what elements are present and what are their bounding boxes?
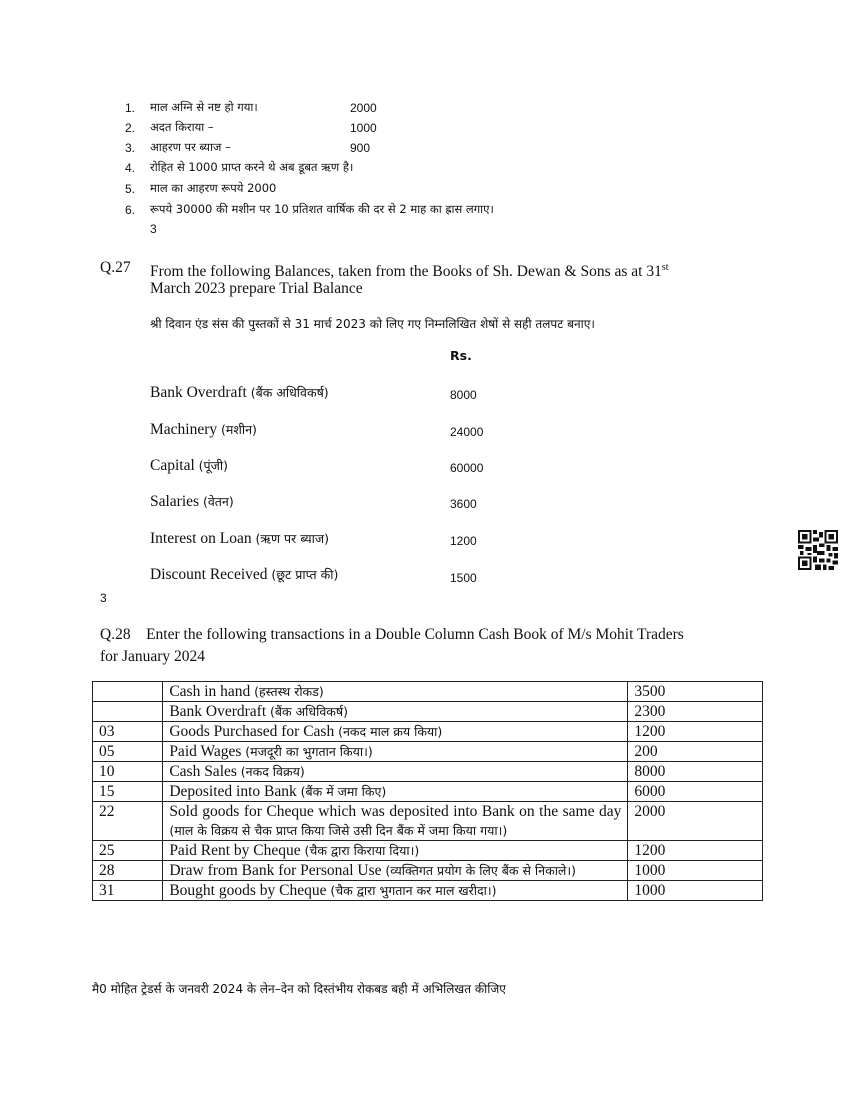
amount-cell: 200 [628, 742, 763, 762]
amount-cell: 1200 [628, 722, 763, 742]
table-row [93, 762, 763, 782]
particulars-cell: Paid Rent by Cheque (चैक द्वारा किराया दिया।) [163, 841, 628, 861]
amount-cell: 3500 [628, 682, 763, 702]
list-text: आहरण पर ब्याज – [150, 140, 231, 154]
date-cell: 31 [93, 881, 163, 901]
balance-name: Capital (पूंजी) [150, 457, 229, 474]
particulars-cell: Bought goods by Cheque (चैक द्वारा भुगतान कर माल खरीदा।) [163, 881, 628, 901]
particulars-cell: Bank Overdraft (बैंक अधिविकर्ष) [163, 702, 628, 722]
balance-name: Salaries (वेतन) [150, 493, 234, 510]
balance-amount: 24000 [450, 425, 484, 439]
particulars-cell: Draw from Bank for Personal Use (व्यक्तिगत प्रयोग के लिए बैंक से निकाले।) [163, 861, 628, 881]
list-number: 3. [125, 141, 136, 155]
marks-label: 3 [150, 222, 157, 236]
table-row [93, 722, 763, 742]
list-number: 2. [125, 121, 136, 135]
list-text: माल अग्नि से नष्ट हो गया। [150, 100, 258, 114]
date-cell: 05 [93, 742, 163, 762]
currency-header: Rs. [450, 348, 472, 363]
date-cell: 28 [93, 861, 163, 881]
table-row [93, 881, 763, 901]
balance-name: Machinery (मशीन) [150, 421, 257, 438]
q27-superscript: st [661, 262, 669, 273]
amount-cell: 2300 [628, 702, 763, 722]
list-text: रोहित से 1000 प्राप्त करने थे अब डूबत ऋण है। [150, 160, 354, 174]
particulars-cell: Sold goods for Cheque which was deposited into Bank on the same day (माल के विक्रय से चैक प्राप्त किया जिसे उसी दिन बैंक में जमा किया गया।) [163, 802, 628, 841]
amount-cell: 8000 [628, 762, 763, 782]
list-amount: 2000 [350, 101, 377, 115]
balance-amount: 8000 [450, 388, 477, 402]
date-cell: 03 [93, 722, 163, 742]
table-row [93, 702, 763, 722]
balance-amount: 1200 [450, 534, 477, 548]
q28-text: Enter the following transactions in a Double Column Cash Book of M/s Mohit Traders [146, 626, 684, 643]
list-text: रूपये 30000 की मशीन पर 10 प्रतिशत वार्षिक की दर से 2 माह का ह्रास लगाए। [150, 202, 494, 216]
amount-cell: 6000 [628, 782, 763, 802]
table-row [93, 861, 763, 881]
date-cell: 15 [93, 782, 163, 802]
particulars-cell: Cash in hand (हस्तस्थ रोकड) [163, 682, 628, 702]
q27-text: From the following Balances, taken from the Books of Sh. Dewan & Sons as at 31 [150, 263, 662, 281]
particulars-cell: Paid Wages (मजदूरी का भुगतान किया।) [163, 742, 628, 762]
amount-cell: 1200 [628, 841, 763, 861]
balance-name: Discount Received (छूट प्राप्त की) [150, 566, 339, 583]
date-cell: 22 [93, 802, 163, 841]
date-cell [93, 682, 163, 702]
date-cell: 25 [93, 841, 163, 861]
q28-number: Q.28 [100, 626, 131, 643]
date-cell: 10 [93, 762, 163, 782]
q28-question-line1 [100, 625, 684, 645]
particulars-cell: Deposited into Bank (बैंक में जमा किए) [163, 782, 628, 802]
balance-amount: 3600 [450, 497, 477, 511]
list-text: अदत किराया – [150, 120, 214, 134]
balance-amount: 60000 [450, 461, 484, 475]
list-amount: 900 [350, 141, 371, 155]
q27-hindi-instruction: श्री दिवान एंड संस की पुस्तकों से 31 मार्च 2023 को लिए गए निम्नलिखित शेषों से सही तलपट बनाए। [150, 317, 595, 331]
list-number: 1. [125, 101, 136, 115]
particulars-cell: Goods Purchased for Cash (नकद माल क्रय किया) [163, 722, 628, 742]
q27-number: Q.27 [100, 259, 131, 276]
q28-question-line2: for January 2024 [100, 648, 206, 665]
table-row [93, 782, 763, 802]
amount-cell: 1000 [628, 881, 763, 901]
qr-code-icon [798, 530, 838, 570]
amount-cell: 2000 [628, 802, 763, 841]
list-number: 6. [125, 203, 136, 217]
transactions-table [92, 681, 763, 901]
q28-hindi-instruction: मै0 मोहित ट्रेडर्स के जनवरी 2024 के लेन–देन को दिस्तंभीय रोकबड बही में अभिलिखत कीजिए [92, 982, 506, 996]
balance-amount: 1500 [450, 571, 477, 585]
list-number: 4. [125, 161, 136, 175]
balance-name: Bank Overdraft (बैंक अधिविकर्ष) [150, 384, 329, 401]
table-row [93, 802, 763, 841]
balance-name: Interest on Loan (ऋण पर ब्याज) [150, 530, 330, 547]
table-row [93, 841, 763, 861]
particulars-cell: Cash Sales (नकद विक्रय) [163, 762, 628, 782]
table-row [93, 682, 763, 702]
table-row [93, 742, 763, 762]
list-number: 5. [125, 182, 136, 196]
list-text: माल का आहरण रूपये 2000 [150, 181, 277, 195]
q27-question-line2: March 2023 prepare Trial Balance [150, 280, 363, 297]
date-cell [93, 702, 163, 722]
list-amount: 1000 [350, 121, 377, 135]
marks-label: 3 [100, 591, 107, 605]
amount-cell: 1000 [628, 861, 763, 881]
